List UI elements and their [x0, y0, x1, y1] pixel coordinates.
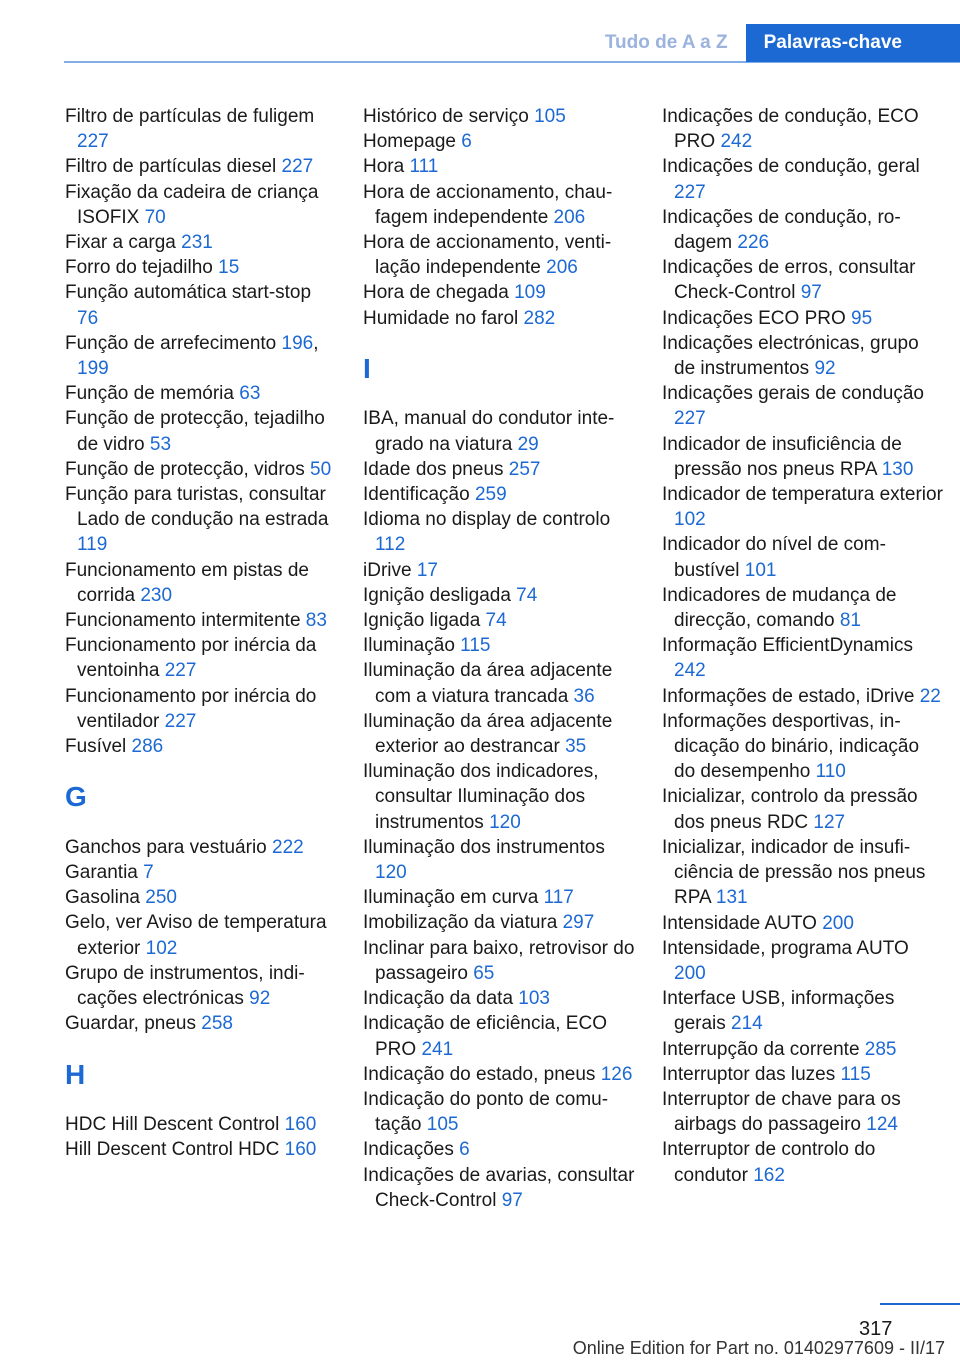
index-entry — [363, 280, 635, 305]
index-entry — [65, 1011, 337, 1036]
page-reference-link[interactable]: 74 — [485, 610, 507, 632]
index-term: Funcionamento em pistas de corrida — [65, 559, 309, 606]
index-entry — [662, 331, 944, 381]
index-term: Fixação da cadeira de criança ISOFIX — [65, 181, 319, 228]
index-term: Função de protecção, vidros — [65, 458, 305, 480]
page-reference-link[interactable]: 199 — [77, 358, 109, 380]
index-entry — [363, 835, 635, 885]
tab-palavras-chave[interactable]: Palavras-chave — [746, 24, 960, 62]
page-reference-link[interactable]: 131 — [715, 887, 748, 909]
index-term: Indicações gerais de condução — [662, 383, 924, 405]
index-entry — [662, 255, 944, 305]
index-entry — [363, 558, 635, 583]
index-entry — [65, 230, 337, 255]
index-entry — [662, 381, 944, 431]
index-term: Inicializar, controlo da pressão dos pneus RDC — [662, 786, 918, 833]
page-reference-link[interactable]: 160 — [284, 1139, 317, 1161]
index-entry — [363, 986, 635, 1011]
index-term: Gasolina — [65, 887, 140, 909]
page-reference-link[interactable]: 117 — [543, 887, 574, 909]
index-term: Interrupção da corrente — [662, 1038, 860, 1060]
index-entry — [662, 709, 944, 785]
index-term: Indicador do nível de combustível — [662, 534, 886, 581]
index-term: Funcionamento por inércia da ventoinha — [65, 635, 317, 682]
index-entry — [65, 280, 337, 330]
index-term: Ignição desligada — [363, 584, 511, 606]
index-term: Forro do tejadilho — [65, 257, 213, 279]
page-reference-link[interactable]: 160 — [284, 1114, 317, 1136]
index-entry — [65, 684, 337, 734]
index-term: Hill Descent Control HDC — [65, 1139, 280, 1161]
index-entry — [363, 583, 635, 608]
index-entry — [65, 154, 337, 179]
index-term: Função para turistas, consultar Lado de condução na estrada — [65, 484, 329, 531]
page-reference-link[interactable]: 227 — [164, 710, 197, 732]
page-reference-link[interactable]: 102 — [145, 937, 178, 959]
index-term: Indicações ECO PRO — [662, 307, 846, 329]
index-entry — [363, 1137, 635, 1162]
index-entry — [363, 608, 635, 633]
page-reference-link[interactable]: 162 — [753, 1164, 785, 1186]
page-reference-link[interactable]: 119 — [77, 534, 108, 556]
index-term: Indicação de eficiência, ECO PRO — [363, 1013, 607, 1060]
index-term: iDrive — [363, 559, 412, 581]
page-reference-link[interactable]: 105 — [534, 106, 566, 127]
index-entry — [363, 658, 635, 708]
page-reference-link[interactable]: 65 — [473, 962, 495, 984]
page-reference-link[interactable]: 50 — [310, 458, 332, 480]
index-term: Informações desportivas, indicação do binário, indicação do desempenho — [662, 710, 920, 783]
page-reference-link[interactable]: 257 — [508, 458, 541, 480]
section-letter: G — [65, 781, 87, 813]
page-reference-link[interactable]: 227 — [164, 660, 197, 682]
page-reference-link[interactable]: 115 — [460, 635, 491, 657]
page-reference-link[interactable]: 250 — [145, 887, 177, 909]
index-term: Função automática start‑stop — [65, 282, 312, 304]
page-reference-link[interactable]: 6 — [461, 131, 472, 153]
index-column-1 — [65, 104, 337, 1163]
index-entry — [65, 734, 337, 759]
index-entry — [363, 129, 635, 154]
index-entry — [662, 1087, 944, 1137]
index-entry — [363, 180, 635, 230]
page-reference-link[interactable]: 97 — [800, 282, 822, 304]
index-entry — [662, 432, 944, 482]
page-reference-link[interactable]: 196 — [281, 332, 314, 354]
page-reference-link[interactable]: 97 — [501, 1189, 523, 1211]
index-entry — [662, 1062, 944, 1087]
index-term: Garantia — [65, 862, 138, 884]
index-term: Indicações electrónicas, grupo de instrumentos — [662, 332, 919, 380]
index-entry — [363, 1163, 635, 1213]
page-reference-link[interactable]: 120 — [489, 811, 521, 833]
page-reference-link[interactable]: 83 — [305, 610, 327, 632]
index-entry — [662, 911, 944, 936]
index-entry — [662, 104, 944, 154]
index-entry — [65, 457, 337, 482]
page-reference-link[interactable]: 200 — [674, 962, 706, 984]
section-letter: H — [65, 1058, 86, 1090]
page-reference-link[interactable]: 105 — [426, 1114, 459, 1136]
index-entry: Função de arrefecimento 196, 199 — [65, 332, 319, 380]
index-term: Homepage — [363, 131, 456, 153]
page-reference-link[interactable]: 206 — [553, 206, 586, 228]
page-reference-link[interactable]: 109 — [514, 282, 546, 304]
index-term: Inicializar, indicador de insuficiência de pressão nos pneus RPA — [662, 836, 926, 909]
index-entry — [662, 936, 944, 986]
index-term: Informação EfficientDynamics — [662, 635, 913, 657]
index-entry — [363, 759, 635, 835]
page-reference-link[interactable]: 127 — [813, 811, 846, 833]
index-term: Filtro de partículas de fuligem — [65, 106, 315, 127]
page-reference-link[interactable]: 29 — [517, 433, 539, 455]
page-reference-link[interactable]: 226 — [737, 232, 770, 254]
index-term: Indicador de insuficiência de pressão nos pneus RPA — [662, 433, 902, 480]
index-term: Indicadores de mudança de direcção, comando — [662, 584, 897, 632]
index-entry — [363, 1087, 635, 1137]
header-divider — [64, 61, 960, 63]
index-term: Iluminação dos instrumentos — [363, 836, 605, 858]
page-reference-link[interactable]: 285 — [864, 1038, 897, 1060]
page-number: 317 — [859, 1318, 893, 1340]
index-term: Intensidade, programa AUTO — [662, 937, 909, 959]
index-entry — [363, 910, 635, 935]
page-reference-link[interactable]: 102 — [674, 509, 706, 531]
index-entry — [65, 180, 337, 230]
index-entry — [363, 633, 635, 658]
page-reference-link[interactable]: 63 — [239, 383, 261, 405]
index-term: Imobilização da viatura — [363, 912, 558, 934]
page-reference-link[interactable]: 92 — [814, 358, 836, 380]
index-entry — [65, 104, 337, 154]
index-entry — [662, 835, 944, 911]
page-reference-link[interactable]: 242 — [720, 131, 753, 153]
index-term: Função de arrefecimento — [65, 332, 277, 354]
page-reference-link[interactable]: 101 — [744, 559, 777, 581]
index-entry — [662, 986, 944, 1036]
page-reference-link[interactable]: 206 — [546, 257, 578, 279]
page-reference-link[interactable]: 36 — [573, 685, 595, 707]
edition-watermark: Online Edition for Part no. 01402977609 - II/17 — [572, 1338, 945, 1358]
index-entry — [662, 532, 944, 582]
page-reference-link[interactable]: 112 — [375, 534, 406, 556]
index-entry — [363, 709, 635, 759]
index-entry — [65, 558, 337, 608]
index-term: Indicações — [363, 1139, 454, 1161]
page-reference-link[interactable]: 6 — [459, 1139, 470, 1161]
page-reference-link[interactable]: 81 — [839, 610, 861, 632]
index-entry — [662, 583, 944, 633]
index-term: Idioma no display de controlo — [363, 509, 611, 531]
page-reference-link[interactable]: 282 — [523, 307, 556, 329]
index-term: Iluminação da área adjacente com a viatura trancada — [363, 660, 613, 707]
page-reference-link[interactable]: 120 — [375, 862, 407, 884]
index-entry — [662, 1137, 944, 1187]
page-reference-link[interactable]: 200 — [822, 912, 854, 934]
page-reference-link[interactable]: 242 — [674, 660, 706, 682]
page-reference-link[interactable]: 227 — [77, 131, 109, 153]
index-term: Hora de accionamento, ventilação independente — [363, 232, 612, 279]
index-entry — [662, 205, 944, 255]
index-term: Indicações de condução, ECO PRO — [662, 106, 919, 153]
page-reference-link[interactable]: 258 — [201, 1013, 233, 1035]
index-entry — [662, 1037, 944, 1062]
index-entry — [662, 633, 944, 683]
index-entry — [363, 457, 635, 482]
index-entry — [65, 910, 337, 960]
page-reference-link[interactable]: 259 — [474, 484, 507, 506]
index-term: Iluminação da área adjacente exterior ao destrancar — [363, 710, 613, 758]
page-reference-link[interactable]: 286 — [131, 736, 164, 758]
index-entry — [363, 885, 635, 910]
index-entry — [65, 381, 337, 406]
index-entry — [65, 633, 337, 683]
index-term: Grupo de instrumentos, indicações electrónicas — [65, 962, 305, 1010]
index-entry — [662, 154, 944, 204]
page-reference-link[interactable]: 227 — [674, 181, 706, 203]
index-entry — [662, 306, 944, 331]
tab-tudo-de-a-a-z[interactable]: Tudo de A a Z — [587, 24, 746, 62]
index-entry — [65, 608, 337, 633]
index-term: Inclinar para baixo, retrovisor do passageiro — [363, 937, 635, 984]
page-reference-link[interactable]: 22 — [919, 685, 941, 707]
page-reference-link[interactable]: 227 — [674, 408, 706, 430]
index-entry — [363, 1011, 635, 1061]
page-reference-link[interactable]: 103 — [518, 988, 550, 1010]
index-term: Gelo, ver Aviso de temperatura exterior — [65, 912, 327, 959]
index-term: Indicações de erros, consultar Check-Control — [662, 257, 916, 304]
index-term: Interruptor de chave para os airbags do passageiro — [662, 1088, 901, 1136]
index-entry — [65, 1112, 337, 1137]
index-term: Hora de accionamento, chaufagem independente — [363, 181, 613, 228]
index-term: Humidade no farol — [363, 307, 519, 329]
index-term: Fusível — [65, 736, 127, 758]
index-term: Indicações de condução, rodagem — [662, 206, 901, 254]
page-reference-link[interactable]: 15 — [218, 257, 240, 279]
index-term: Informações de estado, iDrive — [662, 685, 915, 707]
page-reference-link[interactable]: 130 — [881, 458, 914, 480]
index-entry — [662, 784, 944, 834]
page-reference-link[interactable]: 241 — [421, 1038, 454, 1060]
index-term: Indicador de temperatura exterior — [662, 484, 943, 506]
page-reference-link[interactable]: 230 — [140, 584, 173, 606]
index-term: HDC Hill Descent Control — [65, 1114, 280, 1136]
page-reference-link[interactable]: 76 — [77, 307, 99, 329]
index-term: Idade dos pneus — [363, 458, 504, 480]
page-reference-link[interactable]: 111 — [409, 156, 439, 178]
index-term: Identificação — [363, 484, 470, 506]
page-reference-link[interactable]: 231 — [181, 232, 213, 254]
page-reference-link[interactable]: 70 — [144, 206, 166, 228]
index-entry — [363, 406, 635, 456]
index-term: Ignição ligada — [363, 610, 481, 632]
header-tabs — [587, 24, 960, 62]
index-term: Intensidade AUTO — [662, 912, 817, 934]
index-column-2 — [363, 104, 635, 1213]
index-term: Função de memória — [65, 383, 234, 405]
index-entry — [363, 154, 635, 179]
index-term: Funcionamento intermitente — [65, 610, 301, 632]
index-entry — [662, 684, 944, 709]
index-term: Indicação do estado, pneus — [363, 1063, 596, 1085]
index-term: Função de protecção, tejadilho de vidro — [65, 408, 325, 455]
index-entry — [65, 885, 337, 910]
index-entry — [65, 1137, 337, 1162]
index-entry — [363, 1062, 635, 1087]
index-term: Funcionamento por inércia do ventilador — [65, 685, 317, 732]
index-entry — [65, 860, 337, 885]
page-reference-link[interactable]: 124 — [866, 1114, 898, 1136]
index-term: IBA, manual do condutor integrado na viatura — [363, 408, 615, 455]
index-entry — [65, 482, 337, 558]
index-column-3 — [662, 104, 944, 1188]
index-entry — [65, 406, 337, 456]
index-entry — [363, 936, 635, 986]
page-reference-link[interactable]: 297 — [562, 912, 595, 934]
index-term: Indicação da data — [363, 988, 514, 1010]
section-letter: I — [363, 352, 371, 384]
page-reference-link[interactable]: 53 — [149, 433, 172, 455]
index-entry — [65, 255, 337, 280]
index-term: Histórico de serviço — [363, 106, 529, 127]
index-term: Hora de chegada — [363, 282, 509, 304]
index-term: Fixar a carga — [65, 232, 176, 254]
index-term: Indicações de avarias, consultar Check-Control — [363, 1164, 635, 1211]
index-term: Filtro de partículas diesel — [65, 156, 277, 178]
index-entry — [363, 230, 635, 280]
page-reference-link[interactable]: 74 — [516, 584, 538, 606]
page-reference-link[interactable]: 35 — [565, 736, 587, 758]
index-entry — [662, 482, 944, 532]
index-term: Interruptor das luzes — [662, 1063, 836, 1085]
index-term: Guardar, pneus — [65, 1013, 196, 1035]
page-reference-link[interactable]: 222 — [272, 836, 304, 858]
index-term: Indicações de condução, geral — [662, 156, 920, 178]
page-reference-link[interactable]: 7 — [143, 862, 154, 884]
index-term: Ganchos para vestuário — [65, 836, 267, 858]
page-reference-link[interactable]: 17 — [416, 559, 438, 581]
index-entry — [363, 104, 635, 129]
index-term: Hora — [363, 156, 405, 178]
index-entry — [363, 306, 635, 331]
page-reference-link[interactable]: 110 — [815, 761, 846, 783]
page-reference-link[interactable]: 227 — [281, 156, 314, 178]
index-term: Interface USB, informações gerais — [662, 988, 895, 1035]
footer-divider — [880, 1303, 960, 1305]
index-term: Iluminação — [363, 635, 455, 657]
page-reference-link[interactable]: 214 — [731, 1013, 763, 1035]
page-reference-link[interactable]: 95 — [851, 307, 873, 329]
index-entry — [65, 961, 337, 1011]
page-reference-link[interactable]: 115 — [840, 1063, 871, 1085]
index-entry — [363, 507, 635, 557]
index-term: Indicação do ponto de comutação — [363, 1088, 609, 1136]
index-term: Iluminação dos indicadores, consultar Iluminação dos instrumentos — [363, 761, 599, 833]
page-reference-link[interactable]: 92 — [249, 988, 271, 1010]
index-entry — [363, 482, 635, 507]
index-term: Interruptor de controlo do condutor — [662, 1139, 876, 1186]
index-term: Iluminação em curva — [363, 887, 539, 909]
index-entry — [65, 835, 337, 860]
page-reference-link[interactable]: 126 — [600, 1063, 633, 1085]
